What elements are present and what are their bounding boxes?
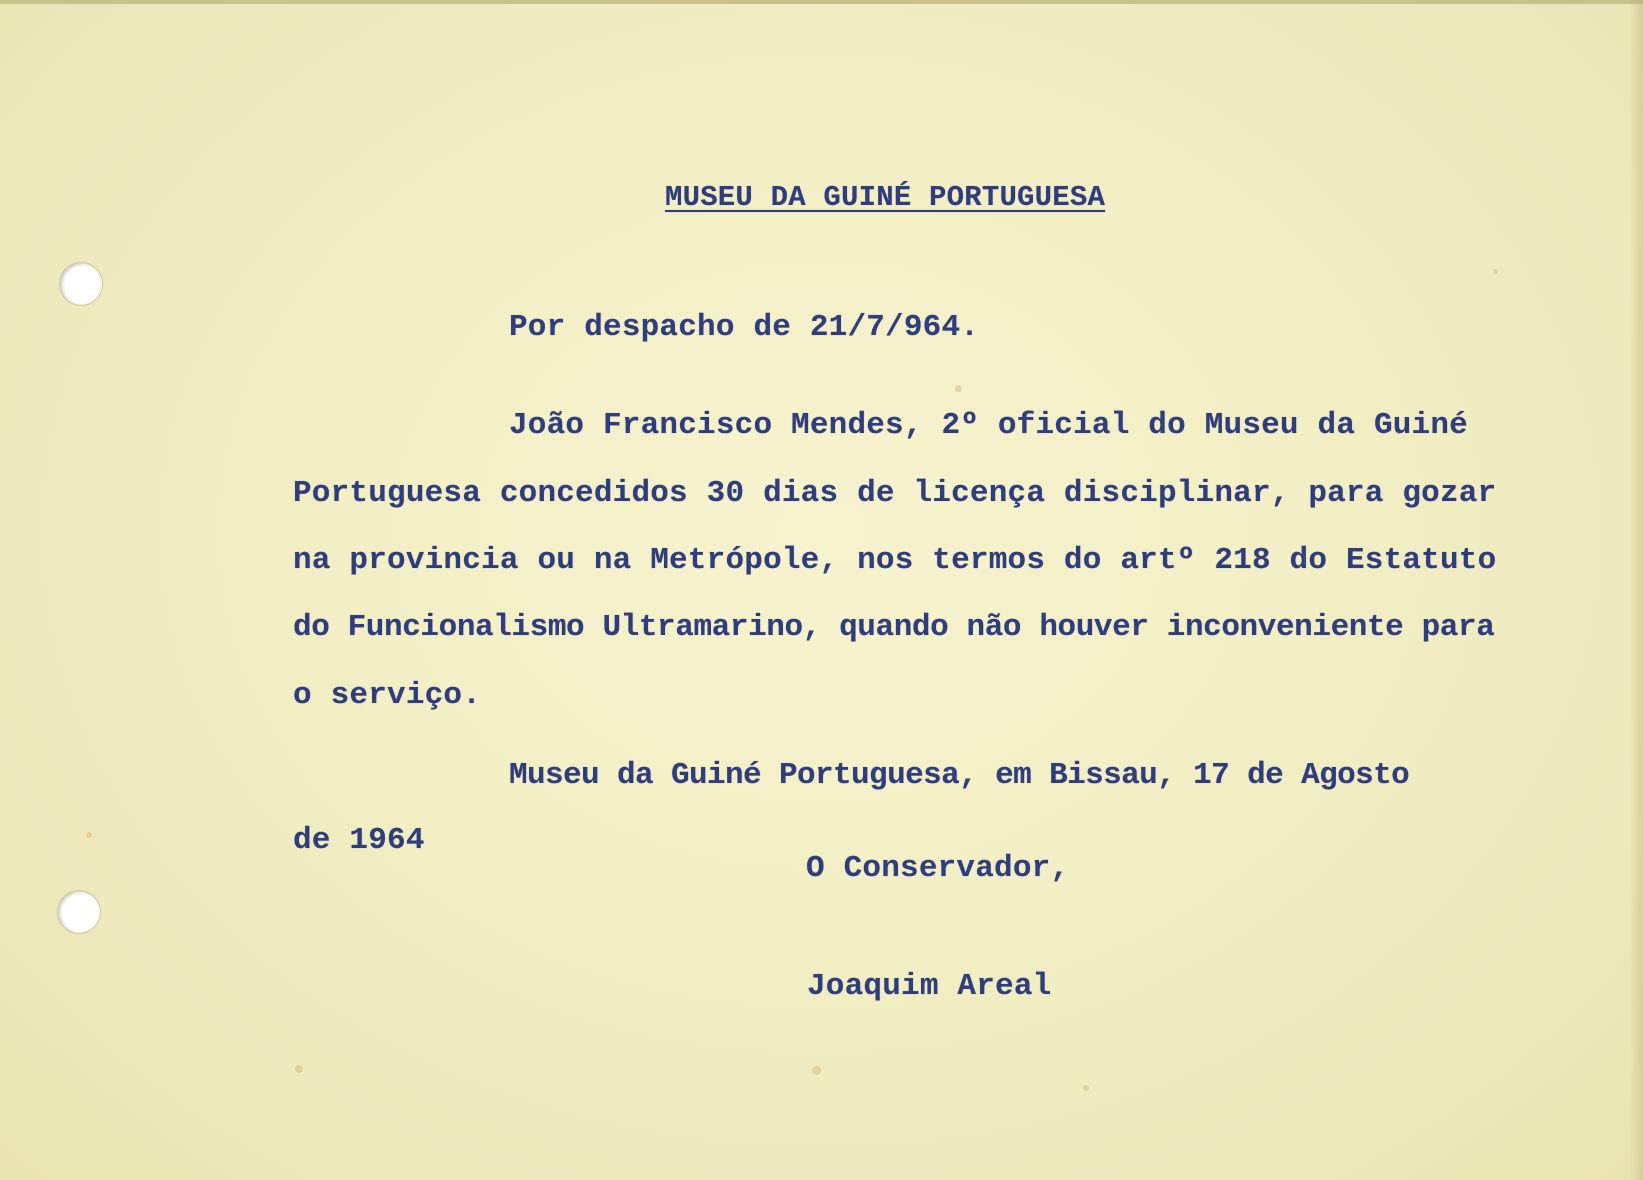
punch-hole-bottom [58, 891, 100, 933]
signatory-name: Joaquim Areal [807, 969, 1052, 1004]
body-line: do Funcionalismo Ultramarino, quando não houver inconveniente para [293, 610, 1495, 645]
dispatch-line: Por despacho de 21/7/964. [509, 310, 980, 345]
paper-speck [86, 832, 92, 838]
paper-speck [812, 1066, 821, 1075]
body-line: João Francisco Mendes, 2º oficial do Museu da Guiné [509, 408, 1468, 443]
punch-hole-top [60, 263, 102, 305]
paper-speck [1493, 269, 1498, 274]
body-line: Portuguesa concedidos 30 dias de licença disciplinar, para gozar [293, 476, 1497, 511]
place-date-line: Museu da Guiné Portuguesa, em Bissau, 17 de Agosto [509, 758, 1410, 793]
body-line: o serviço. [293, 678, 482, 713]
paper-top-edge [0, 0, 1643, 4]
body-line: na provincia ou na Metrópole, nos termos do artº 218 do Estatuto [293, 543, 1497, 578]
document-heading: MUSEU DA GUINÉ PORTUGUESA [665, 181, 1106, 214]
paper-speck [1083, 1085, 1089, 1091]
closing-title: O Conservador, [806, 851, 1070, 886]
paper-right-edge [1629, 0, 1643, 1180]
paper-speck [955, 385, 962, 392]
paper-speck [295, 1065, 303, 1073]
place-date-line: de 1964 [293, 823, 425, 858]
